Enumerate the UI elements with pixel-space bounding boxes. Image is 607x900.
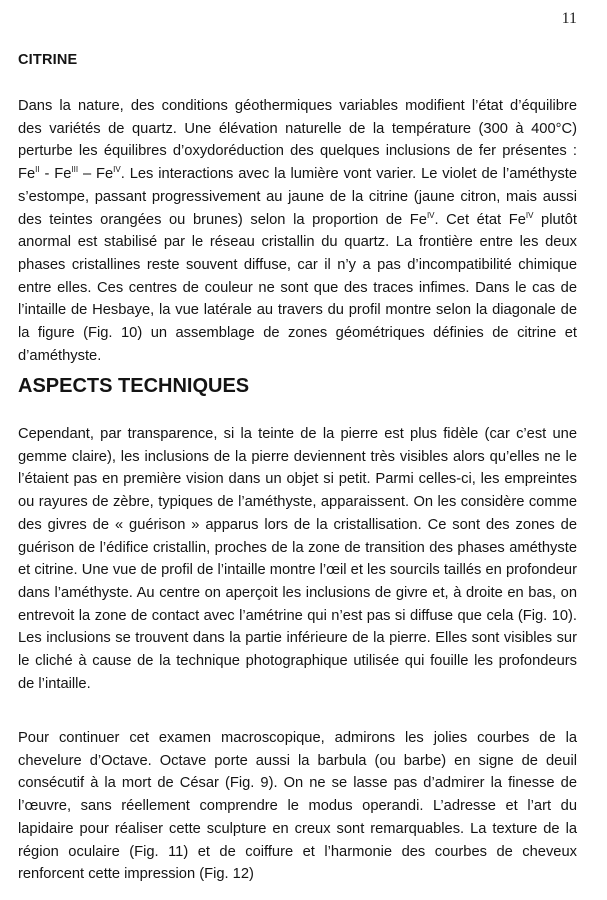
superscript: IV (525, 210, 534, 220)
superscript: II (35, 165, 40, 175)
superscript: III (71, 165, 79, 175)
superscript: IV (113, 165, 121, 175)
section-heading-citrine: CITRINE (18, 52, 78, 68)
section-heading-aspects-techniques: ASPECTS TECHNIQUES (18, 375, 250, 397)
text-run: Dans la nature, des conditions géothermiques variables modifient l’état d’équilibre des variétés de quartz. Une élévation naturelle de la température (300 à 400°C) perturbe les équilibres d’oxydoréduction des quelques inclusions de fer présentes : Fe (18, 98, 577, 183)
superscript: IV (426, 210, 435, 220)
paragraph-aspects-1: Cependant, par transparence, si la teinte de la pierre est plus fidèle (car c’est une gemme claire), les inclusions de la pierre deviennent très visibles alors qu’elles ne le l’étaient pas en première vision dans un objet si petit. Parmi celles-ci, les empreintes ou rayures de zèbre, typiques de l’améthyste, apparaissent. On les considère comme des givres de « guérison » apparus lors de la cristallisation. Ce sont des zones de guérison de l’édifice cristallin, proches de la zone de transition des phases améthyste et citrine. Une vue de profil de l’intaille montre l’œil et les sourcils taillés en profondeur dans l’améthyste. Au centre on aperçoit les inclusions de givre et, à droite en bas, on entrevoit la zone de contact avec l’amétrine qui n’est pas si diffuse que cela (Fig. 10). Les inclusions se trouvent dans la partie inférieure de la pierre. Elles sont visibles sur le cliché à cause de la technique photographique utilisée qui fouille les profondeurs de l’intaille. (18, 426, 577, 692)
text-run: . Les interactions avec la lumière vont varier. Le violet de l’améthyste s’estompe, passant progressivement au jaune de la citrine (jaune citron, mais aussi des teintes orangées ou brunes) selon la proportion de Fe (18, 166, 577, 228)
paragraph-aspects-2: Pour continuer cet examen macroscopique, admirons les jolies courbes de la chevelure d’Octave. Octave porte aussi la barbula (ou barbe) en signe de deuil consécutif à la mort de César (Fig. 9). On ne se lasse pas d’admirer la finesse de l’œuvre, sans réellement comprendre le modus operandi. L’adresse et l’art du lapidaire pour réaliser cette sculpture en creux sont remarquables. La texture de la région oculaire (Fig. 11) et de coiffure et l’harmonie des courbes de cheveux renforcent cette impression (Fig. 12) (18, 730, 577, 883)
text-run: – Fe (78, 166, 114, 183)
text-run: . Cet état Fe (434, 211, 526, 228)
text-run: - Fe (39, 166, 72, 183)
text-run: plutôt anormal est stabilisé par le réseau cristallin du quartz. La frontière entre les deux phases cristallines reste souvent diffuse, car il n’y a pas d’incompatibilité chimique entre elles. Ces centres de couleur ne sont que des traces infimes. Dans le cas de l’intaille de Hesbaye, la vue latérale au travers du profil montre selon la diagonale de la figure (Fig. 10) un assemblage de zones géométriques définies de citrine et d’améthyste. (18, 211, 577, 364)
paragraph-citrine (18, 95, 577, 367)
page-number: 11 (561, 10, 577, 27)
